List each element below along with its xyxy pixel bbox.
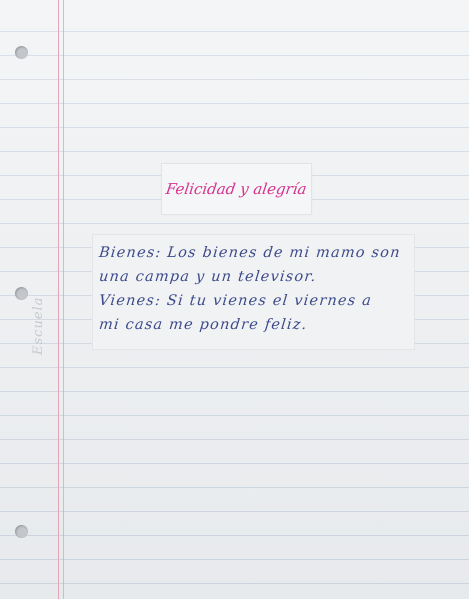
- title-card: [161, 163, 312, 215]
- watermark-text: Escuela: [31, 296, 46, 355]
- margin-line-secondary: [63, 0, 64, 599]
- note-line: Bienes: Los bienes de mi mamo son: [98, 245, 402, 261]
- margin-line: [58, 0, 59, 599]
- note-card: [92, 234, 415, 350]
- page-title: Felicidad y alegría: [164, 180, 309, 198]
- binder-hole-top: [15, 46, 28, 59]
- binder-hole-bottom: [15, 525, 28, 538]
- note-line: una campa y un televisor.: [98, 269, 318, 285]
- note-line: mi casa me pondre feliz.: [98, 317, 309, 333]
- paper-watermark: [27, 275, 57, 355]
- note-line: Vienes: Si tu vienes el viernes a: [98, 293, 373, 309]
